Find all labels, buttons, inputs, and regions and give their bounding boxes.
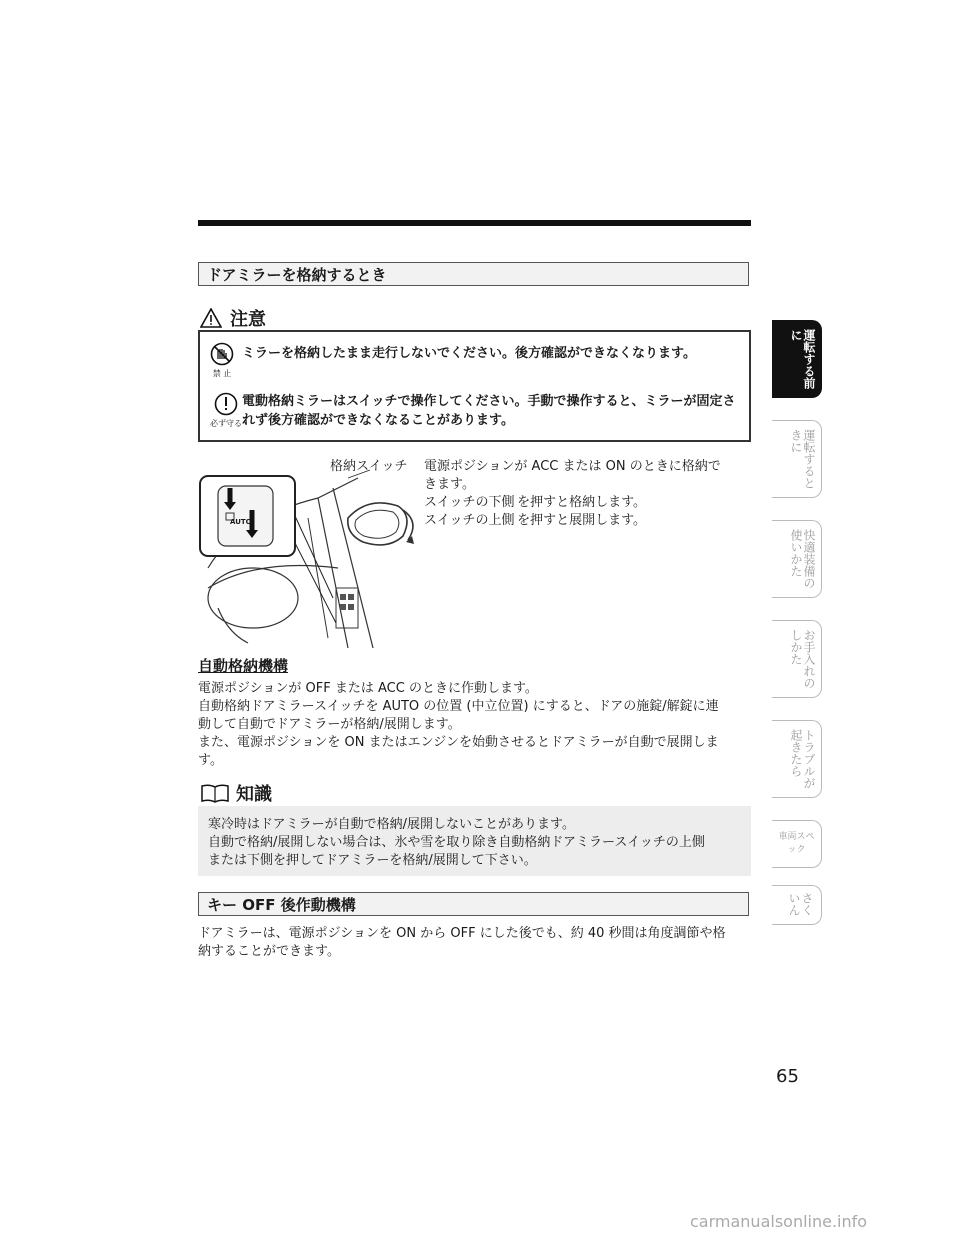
warning-icon <box>200 308 222 328</box>
section-heading-folding: ドアミラーを格納するとき <box>198 262 749 286</box>
tab-vehicle-spec[interactable]: 車両スペック <box>772 820 822 868</box>
exclamation-circle-icon <box>214 392 238 416</box>
open-book-icon <box>200 783 230 803</box>
tab-while-driving[interactable]: 運転するときに <box>772 420 822 498</box>
page-number: 65 <box>776 1066 799 1087</box>
figure-description: 電源ポジションが ACC または ON のときに格納で きます。 スイッチの下側 を押すと格納します。 スイッチの上側 を押すと展開します。 <box>424 459 721 528</box>
watermark: carmanualsonline.info <box>690 1212 868 1231</box>
knowledge-box: 寒冷時はドアミラーが自動で格納/展開しないことがあります。 自動で格納/展開しない場合は、氷や雪を取り除き自動格納ドアミラースイッチの上側 または下側を押してドアミラーを格納/展開して下さい。 <box>198 806 751 876</box>
prohibition-hand-icon <box>210 342 234 366</box>
mandatory-icon-wrap: 必ず守る <box>210 392 242 429</box>
tab-comfort-equipment[interactable]: 快適装備の使いかた <box>772 520 822 598</box>
top-rule <box>198 220 751 226</box>
caution-item-1: ミラーを格納したまま走行しないでください。後方確認ができなくなります。 <box>242 346 696 361</box>
knowledge-title: 知識 <box>200 780 272 806</box>
key-off-text: ドアミラーは、電源ポジションを ON から OFF にした後でも、約 40 秒間は角度調節や格 納することができます。 <box>198 926 726 959</box>
auto-mechanism-text: 電源ポジションが OFF または ACC のときに作動します。 自動格納ドアミラースイッチを AUTO の位置 (中立位置) にすると、ドアの施錠/解錠に連 動して自動でドアミラーが格納/展開します。 また、電源ポジションを ON またはエンジンを始動させるとドアミラーが自動で展開しま す。 <box>198 681 719 768</box>
auto-mechanism-title: 自動格納機構 <box>198 657 289 675</box>
prohibition-icon-wrap: 禁 止 <box>210 342 234 379</box>
switch-label: 格納スイッチ <box>330 459 408 474</box>
mirror-switch-illustration <box>198 458 428 648</box>
auto-label: AUTO <box>230 518 252 526</box>
caution-item-2: 電動格納ミラーはスイッチで操作してください。手動で操作すると、ミラーが固定されず後方確認ができなくなることがあります。 <box>242 394 736 428</box>
caution-box <box>198 330 751 442</box>
tab-index[interactable]: さくいん <box>772 885 822 925</box>
tab-maintenance[interactable]: お手入れのしかた <box>772 620 822 698</box>
tab-before-driving[interactable]: 運転する前に <box>772 320 822 398</box>
section-heading-key-off: キー OFF 後作動機構 <box>198 892 749 916</box>
tab-troubleshooting[interactable]: トラブルが起きたら <box>772 720 822 798</box>
caution-title: 注意 <box>200 305 266 331</box>
